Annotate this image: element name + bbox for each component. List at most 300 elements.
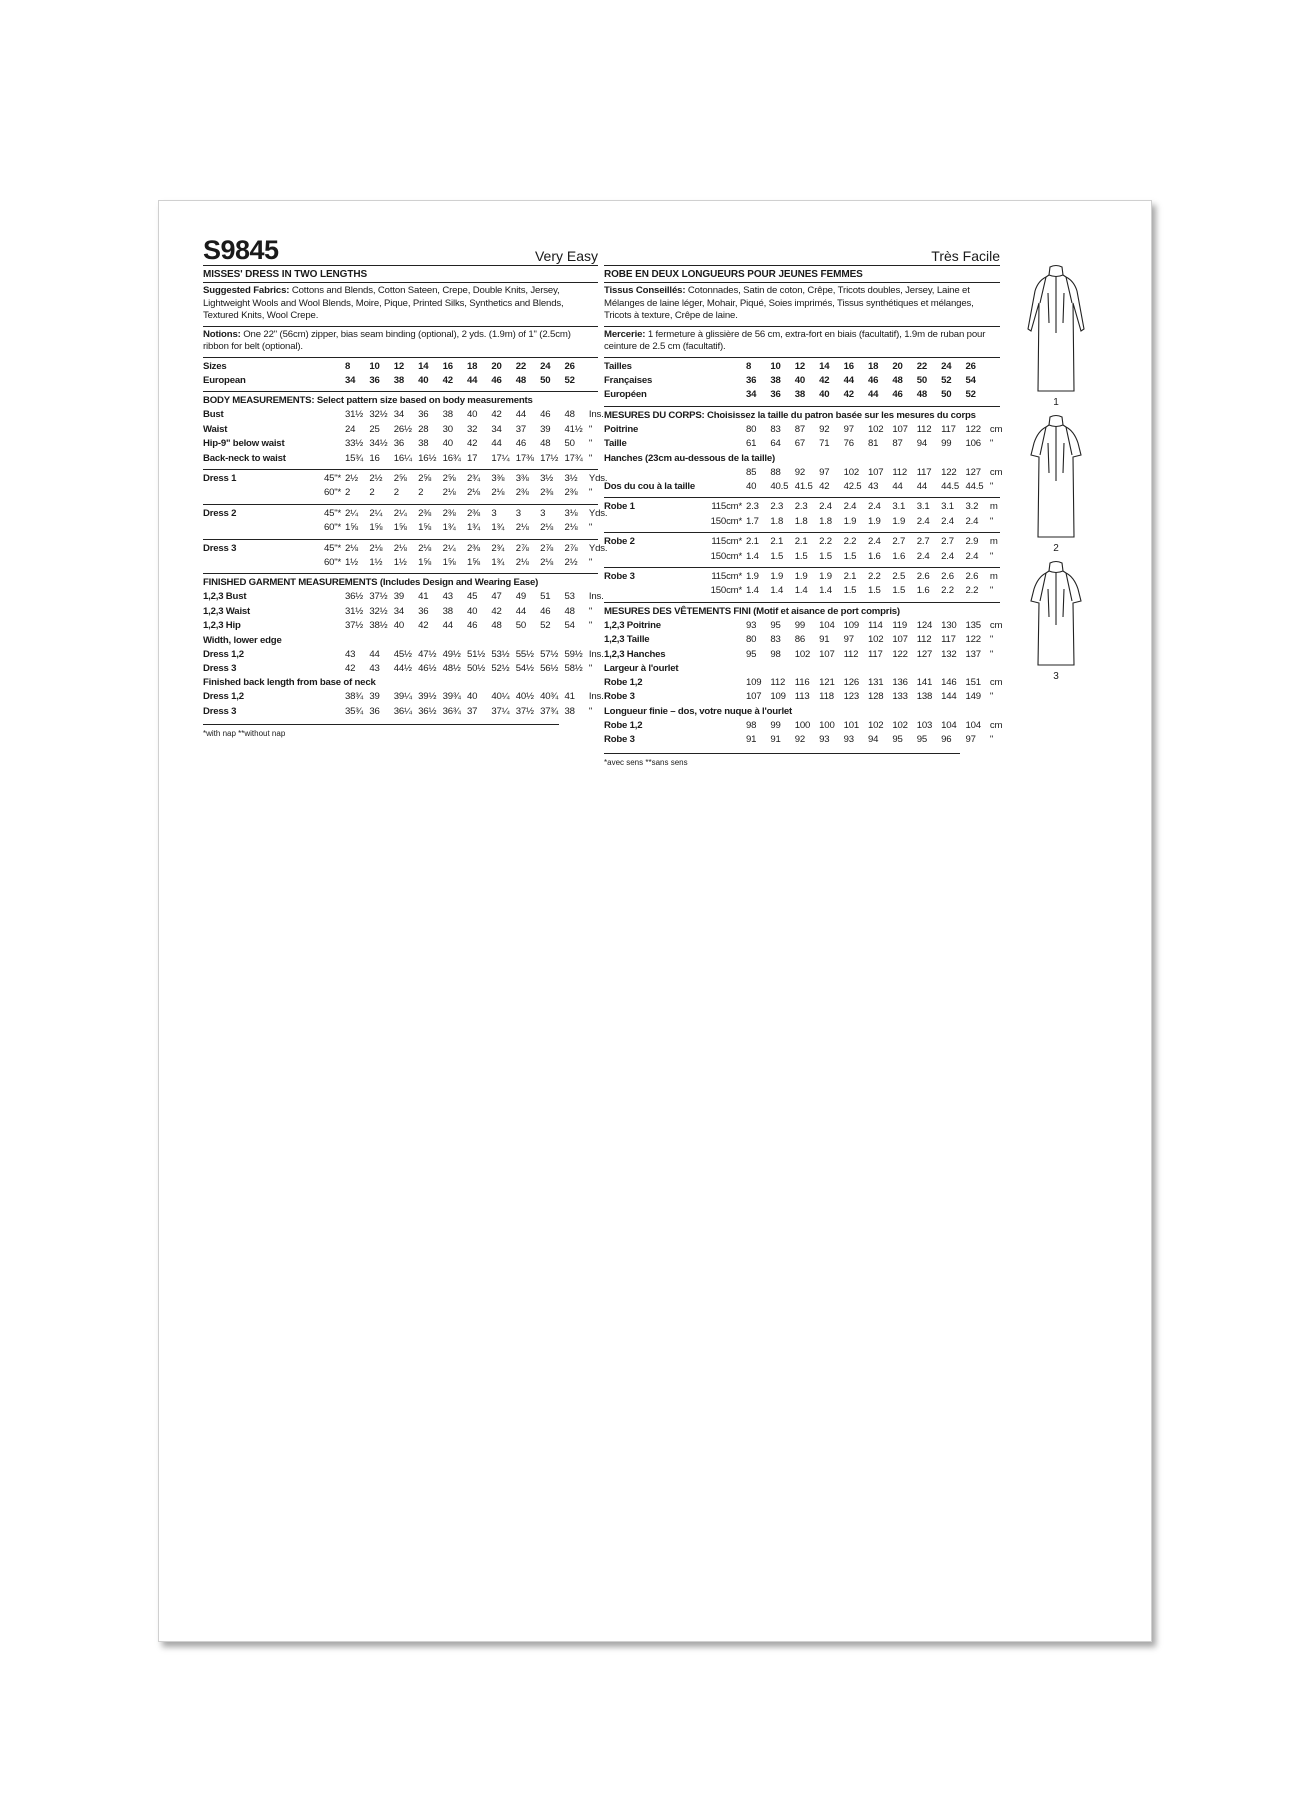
- unit-label: cm: [989, 719, 1003, 731]
- fabric-width: 45"*: [323, 542, 341, 554]
- table-cell: 117: [867, 648, 883, 660]
- table-cell: 1.9: [794, 570, 808, 582]
- table-cell: 2⅜: [418, 507, 432, 519]
- table-cell: 2.4: [965, 550, 979, 562]
- table-cell: 50½: [466, 663, 486, 674]
- table-cell: 37½: [345, 620, 364, 632]
- figure-3: [1011, 559, 1101, 682]
- table-cell: 45½: [393, 648, 412, 660]
- row-label: Robe 3: [604, 570, 635, 582]
- table-cell: 95: [770, 619, 781, 631]
- table-cell: 50: [916, 374, 928, 386]
- size-chart: [203, 358, 598, 393]
- table-cell: 17⅜: [515, 452, 534, 464]
- unit-label: Yds.: [588, 542, 608, 554]
- table-cell: 40: [442, 438, 453, 450]
- table-cell: 117: [941, 423, 956, 435]
- table-row: [604, 584, 1000, 598]
- table-cell: 98: [746, 719, 757, 731]
- table-cell: 137: [965, 648, 981, 660]
- table-row: [604, 676, 1003, 690]
- table-cell: 109: [843, 619, 859, 631]
- row-label: [604, 466, 746, 480]
- table-cell: 2.4: [843, 501, 857, 513]
- notions: [604, 327, 1000, 358]
- table-cell: 36: [746, 374, 757, 386]
- table-cell: 43: [345, 648, 356, 660]
- table-cell: 2¾: [491, 542, 505, 554]
- table-cell: 2⅛: [540, 556, 554, 568]
- table-cell: 128: [867, 691, 884, 703]
- table-cell: 1¾: [442, 522, 456, 534]
- table-cell: 2½: [369, 472, 383, 484]
- table-cell: 109: [770, 691, 786, 703]
- table-cell: 133: [892, 691, 908, 703]
- table-cell: 46: [515, 438, 527, 450]
- row-label: Robe 2: [604, 536, 635, 548]
- yardage-robe-3: [604, 568, 1000, 603]
- table-cell: 80: [746, 423, 757, 435]
- unit-label: ": [588, 705, 593, 717]
- table-cell: 36: [369, 374, 380, 386]
- table-cell: 17½: [540, 452, 559, 464]
- table-cell: 92: [794, 734, 806, 746]
- table-cell: 1½: [393, 556, 407, 568]
- table-cell: 8: [746, 360, 752, 372]
- table-cell: 132: [941, 648, 957, 660]
- suggested-fabrics: [604, 283, 1000, 327]
- table-cell: 56½: [540, 663, 559, 674]
- table-cell: 1⅝: [418, 556, 432, 568]
- table-cell: 46½: [418, 663, 437, 674]
- fabric-width: 115cm*: [711, 570, 742, 582]
- table-cell: 38: [794, 389, 806, 401]
- row-label: [203, 521, 303, 535]
- table-cell: 64: [770, 438, 781, 450]
- footnote: *with nap **without nap: [203, 724, 559, 738]
- table-cell: 42: [819, 374, 830, 386]
- table-cell: 44: [369, 648, 380, 660]
- table-cell: 2.4: [941, 550, 954, 562]
- table-cell: 124: [916, 619, 933, 631]
- table-cell: 38: [418, 438, 429, 450]
- table-cell: 1.6: [892, 550, 906, 562]
- row-label: Dress 2: [203, 507, 237, 519]
- table-cell: 103: [916, 719, 933, 731]
- table-cell: 2⅜: [466, 542, 480, 554]
- table-cell: 50: [941, 389, 952, 401]
- table-cell: 85: [746, 466, 757, 478]
- table-cell: 47½: [418, 648, 437, 660]
- table-cell: 36: [369, 705, 380, 717]
- table-cell: 2⅛: [564, 522, 578, 534]
- table-row: [203, 690, 604, 704]
- table-cell: 1⅝: [369, 522, 383, 534]
- table-cell: 3: [515, 507, 521, 519]
- table-cell: 94: [867, 734, 879, 746]
- table-cell: 104: [819, 619, 835, 631]
- table-cell: 2⅜: [540, 487, 554, 499]
- table-row: [203, 437, 598, 451]
- figure-number: 3: [1053, 671, 1059, 682]
- row-label: [604, 550, 704, 564]
- row-label: Dress 3: [203, 542, 237, 554]
- table-cell: 10: [770, 360, 781, 372]
- table-cell: 44: [867, 389, 879, 401]
- table-cell: 40: [746, 480, 757, 492]
- section-title: Finished back length from base of neck: [203, 677, 376, 689]
- unit-label: ": [989, 691, 994, 703]
- table-cell: 44½: [393, 663, 412, 674]
- table-cell: 41.5: [794, 480, 813, 492]
- yardage-dress-1: [203, 470, 608, 505]
- table-cell: 2¼: [393, 507, 407, 519]
- table-row: [203, 423, 598, 437]
- table-cell: 16¼: [393, 452, 412, 464]
- table-cell: 57½: [540, 648, 559, 660]
- table-cell: 2.4: [819, 501, 832, 513]
- table-cell: 44: [491, 438, 502, 450]
- header: [203, 234, 598, 266]
- table-cell: 54: [564, 620, 575, 632]
- table-cell: 121: [819, 677, 835, 688]
- table-cell: 44.5: [941, 480, 959, 492]
- table-cell: 34: [345, 374, 356, 386]
- table-cell: 37¼: [491, 705, 510, 717]
- table-cell: 1.5: [843, 585, 857, 597]
- pattern-title: ROBE EN DEUX LONGUEURS POUR JEUNES FEMMES: [604, 266, 1000, 283]
- table-cell: 48: [515, 374, 527, 386]
- table-row: [604, 719, 1003, 733]
- table-cell: 42: [819, 480, 830, 492]
- table-cell: 44: [515, 409, 527, 421]
- table-row: [203, 486, 598, 500]
- table-cell: 53½: [491, 648, 510, 660]
- row-label: Robe 3: [604, 691, 635, 703]
- table-row: [203, 556, 598, 570]
- table-cell: 2.2: [843, 536, 857, 548]
- table-cell: 59½: [564, 648, 583, 660]
- table-cell: 3.2: [965, 501, 979, 513]
- table-cell: 2.7: [892, 536, 906, 548]
- size-chart: [604, 358, 1000, 407]
- unit-label: ": [989, 648, 994, 660]
- table-cell: 49: [515, 591, 527, 603]
- unit-label: Ins.: [588, 691, 604, 703]
- table-cell: 35¾: [345, 705, 364, 717]
- table-cell: 40¾: [540, 691, 559, 703]
- table-cell: 1.5: [843, 550, 857, 562]
- table-cell: 95: [746, 648, 757, 660]
- table-cell: 112: [916, 634, 932, 646]
- table-cell: 37¾: [540, 705, 559, 717]
- table-cell: 97: [819, 466, 830, 478]
- table-row: [203, 605, 598, 619]
- table-cell: 46: [466, 620, 478, 632]
- unit-label: ": [989, 438, 994, 450]
- table-cell: 1.8: [770, 515, 784, 527]
- table-cell: 2¼: [345, 507, 358, 519]
- table-cell: 40: [794, 374, 806, 386]
- unit-label: ": [588, 487, 593, 499]
- table-cell: 2.6: [965, 570, 979, 582]
- table-cell: 104: [941, 719, 957, 731]
- table-cell: 2⅝: [442, 472, 456, 484]
- table-cell: 3.1: [892, 501, 906, 513]
- yardage-robe-2: [604, 533, 1000, 568]
- table-cell: 44.5: [965, 480, 984, 492]
- table-row: [203, 452, 598, 466]
- table-cell: 48: [491, 620, 502, 632]
- table-cell: 3½: [540, 472, 554, 484]
- table-cell: 2: [345, 487, 351, 499]
- unit-label: Ins.: [588, 409, 604, 421]
- unit-label: Yds.: [588, 472, 608, 484]
- table-cell: 38½: [369, 620, 388, 632]
- table-cell: 92: [819, 423, 830, 435]
- fabrics-text: Cottons and Blends, Cotton Sateen, Crepe, Double Knits, Jersey, Lightweight Wools and Wool Blends, Moire, Pique, Printed Silks, Synthetics and Blends, Textured Knits, Wool Crepe.: [203, 285, 564, 321]
- finished-measurements: [604, 603, 1003, 751]
- unit-label: cm: [989, 423, 1003, 435]
- row-label: [203, 556, 303, 570]
- table-cell: 51½: [466, 648, 486, 660]
- unit-label: Ins.: [588, 648, 604, 660]
- table-cell: 67: [794, 438, 806, 450]
- difficulty-label: Très Facile: [931, 248, 1000, 264]
- difficulty-label: Very Easy: [534, 248, 598, 264]
- table-cell: 1.6: [867, 550, 881, 562]
- table-cell: 122: [941, 466, 957, 478]
- unit-label: [990, 360, 1000, 374]
- table-cell: 46: [540, 409, 551, 421]
- table-cell: 117: [916, 466, 932, 478]
- table-cell: 24: [345, 423, 356, 435]
- table-cell: 112: [916, 423, 932, 435]
- table-cell: 102: [867, 719, 884, 731]
- row-label: 1,2,3 Taille: [604, 634, 650, 646]
- notions-label: Notions:: [203, 328, 241, 340]
- row-label: 1,2,3 Bust: [203, 591, 247, 603]
- table-cell: 1.4: [770, 585, 784, 597]
- table-cell: 1.4: [746, 585, 759, 597]
- row-label: Taille: [604, 438, 627, 450]
- table-cell: 14: [418, 360, 429, 372]
- table-cell: 40: [819, 389, 830, 401]
- table-row: [203, 619, 598, 633]
- table-cell: 36: [418, 605, 429, 617]
- table-cell: 48: [916, 389, 928, 401]
- table-cell: 93: [843, 734, 854, 746]
- table-cell: 1.8: [819, 515, 832, 527]
- row-label: Robe 1: [604, 501, 635, 513]
- table-cell: 99: [941, 438, 952, 450]
- table-cell: 53: [564, 591, 575, 603]
- section-title: Hanches (23cm au-dessous de la taille): [604, 452, 776, 464]
- table-row: [203, 374, 598, 388]
- table-cell: 46: [867, 374, 879, 386]
- table-cell: 30: [442, 423, 453, 435]
- row-label: Dress 1,2: [203, 691, 244, 703]
- table-cell: 14: [819, 360, 830, 372]
- table-row: [604, 619, 1003, 633]
- table-cell: 97: [965, 734, 976, 746]
- table-cell: 44: [466, 374, 478, 386]
- unit-label: m: [989, 501, 998, 513]
- table-cell: 2⅜: [564, 487, 578, 499]
- yardage-robe-1: [604, 498, 1000, 533]
- table-cell: 151: [965, 677, 981, 688]
- table-cell: 107: [892, 634, 908, 646]
- row-label: [203, 486, 303, 500]
- unit-label: ": [588, 556, 593, 568]
- table-cell: 98: [770, 648, 781, 660]
- table-cell: 38: [564, 705, 575, 717]
- table-cell: 24: [540, 360, 551, 372]
- table-cell: 36¾: [442, 705, 461, 717]
- table-cell: 2.2: [819, 536, 832, 548]
- table-cell: 102: [867, 634, 884, 646]
- table-cell: 34: [393, 409, 405, 421]
- row-label: 1,2,3 Waist: [203, 605, 251, 617]
- table-cell: 48: [564, 409, 575, 421]
- row-label: Dress 1,2: [203, 648, 244, 660]
- table-cell: 40: [466, 605, 478, 617]
- table-cell: 44: [515, 605, 527, 617]
- fabric-width: 45"*: [323, 507, 341, 519]
- table-row: [203, 408, 604, 422]
- table-cell: 43: [442, 591, 453, 603]
- unit-label: [990, 374, 1000, 388]
- table-cell: 44: [843, 374, 854, 386]
- table-cell: 1.9: [843, 515, 857, 527]
- table-row: [604, 374, 1000, 388]
- table-cell: 3.1: [941, 501, 954, 513]
- table-cell: 2.2: [941, 585, 954, 597]
- table-cell: 43: [867, 480, 879, 492]
- row-label: [604, 515, 704, 529]
- table-row: [604, 500, 1000, 514]
- table-cell: 44: [916, 480, 928, 492]
- table-cell: 107: [892, 423, 908, 435]
- table-cell: 1.7: [746, 515, 759, 527]
- table-cell: 83: [770, 423, 781, 435]
- table-cell: 114: [867, 619, 883, 631]
- section-title: Width, lower edge: [203, 634, 282, 646]
- table-cell: 1.5: [794, 550, 808, 562]
- table-cell: 3: [540, 507, 546, 519]
- table-cell: 40: [466, 409, 478, 421]
- french-column: [604, 234, 1003, 767]
- table-cell: 2⅛: [442, 487, 456, 499]
- row-label: Tailles: [604, 360, 632, 372]
- row-label: Back-neck to waist: [203, 452, 286, 464]
- notions-label: Mercerie:: [604, 328, 646, 340]
- table-cell: 51: [540, 591, 551, 603]
- table-cell: 1.5: [770, 550, 784, 562]
- table-row: [203, 705, 598, 719]
- table-cell: 2.4: [941, 515, 954, 527]
- table-row: [604, 648, 1000, 662]
- table-cell: 100: [794, 719, 811, 731]
- fabric-width: 150cm*: [710, 550, 742, 562]
- table-cell: 88: [770, 466, 781, 478]
- row-label: Bust: [203, 409, 224, 421]
- yardage-dress-2: [203, 505, 608, 540]
- table-cell: 26½: [393, 423, 412, 435]
- table-cell: 97: [843, 423, 854, 435]
- table-cell: 122: [965, 634, 981, 646]
- table-cell: 15¾: [345, 452, 364, 464]
- table-cell: 95: [892, 734, 903, 746]
- table-row: [604, 535, 1000, 549]
- table-row: [604, 423, 1003, 437]
- row-label: Européen: [604, 389, 647, 401]
- table-cell: 2¼: [369, 507, 383, 519]
- table-cell: 41½: [564, 423, 583, 435]
- table-cell: 126: [843, 677, 859, 688]
- table-cell: 112: [843, 648, 859, 660]
- row-label: Waist: [203, 423, 228, 435]
- table-cell: 40½: [515, 691, 534, 703]
- table-row: [604, 388, 1000, 402]
- table-cell: 3½: [564, 472, 578, 484]
- table-row: [203, 472, 608, 486]
- table-cell: 37: [466, 705, 478, 717]
- table-cell: 113: [794, 691, 810, 703]
- table-cell: 1⅝: [466, 556, 480, 568]
- table-cell: 36½: [345, 591, 364, 603]
- unit-label: Yds.: [588, 507, 608, 519]
- table-cell: 99: [770, 719, 781, 731]
- table-cell: 55½: [515, 648, 534, 660]
- table-cell: 2.2: [867, 570, 881, 582]
- table-cell: 2⅛: [515, 522, 529, 534]
- table-cell: 39¼: [393, 691, 412, 703]
- table-cell: 123: [843, 691, 859, 703]
- notions-text: 1 fermeture à glissière de 56 cm, extra-fort en biais (facultatif), 1.9m de ruban pour ceinture de 2.5 cm (facultatif).: [604, 328, 986, 352]
- table-cell: 122: [892, 648, 908, 660]
- table-cell: 136: [892, 677, 908, 688]
- table-cell: 37½: [369, 591, 388, 603]
- table-cell: 1¾: [491, 556, 505, 568]
- table-cell: 93: [819, 734, 830, 746]
- table-cell: 61: [746, 438, 757, 450]
- table-cell: 2.7: [941, 536, 954, 548]
- section-title: MESURES DES VÊTEMENTS FINI (Motif et aisance de port compris): [604, 605, 900, 617]
- table-cell: 2.4: [916, 550, 930, 562]
- table-cell: 8: [345, 360, 351, 372]
- table-cell: 141: [916, 677, 933, 688]
- table-cell: 28: [418, 423, 429, 435]
- table-row: [604, 466, 1003, 480]
- fabric-width: 60"*: [323, 522, 341, 534]
- row-label: Sizes: [203, 360, 227, 372]
- fabric-width: 60"*: [323, 556, 341, 568]
- table-cell: 50: [540, 374, 551, 386]
- table-cell: 10: [369, 360, 380, 372]
- table-cell: 2.6: [916, 570, 930, 582]
- table-cell: 2.1: [746, 536, 759, 548]
- table-cell: 17¼: [491, 452, 510, 464]
- table-cell: 96: [941, 734, 952, 746]
- table-cell: 48: [564, 605, 575, 617]
- row-label: Robe 1,2: [604, 677, 643, 688]
- table-cell: 112: [892, 466, 908, 478]
- table-cell: 20: [892, 360, 903, 372]
- table-cell: 91: [746, 734, 757, 746]
- table-cell: 2.4: [867, 501, 881, 513]
- table-cell: 34½: [369, 438, 388, 450]
